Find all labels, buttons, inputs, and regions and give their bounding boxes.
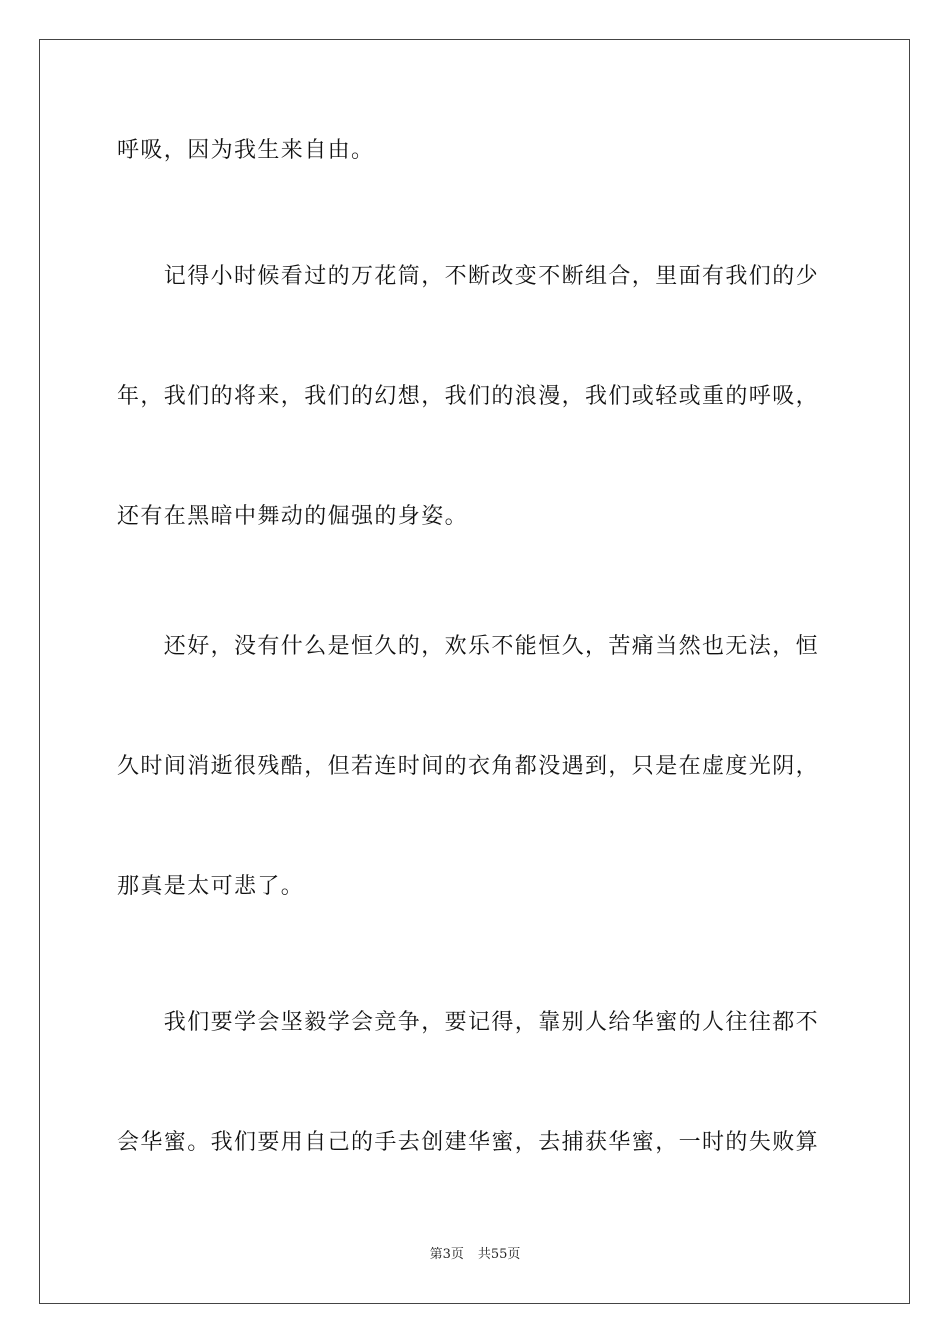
text-line: 我们要学会坚毅学会竞争，要记得，靠别人给华蜜的人往往都不	[117, 1010, 820, 1035]
text-line: 久时间消逝很残酷，但若连时间的衣角都没遇到，只是在虚度光阴，	[117, 754, 820, 779]
text-line: 记得小时候看过的万花筒，不断改变不断组合，里面有我们的少	[117, 264, 820, 289]
page-footer	[0, 1246, 950, 1264]
page-total: 共55页	[477, 1247, 521, 1262]
text-line: 还好，没有什么是恒久的，欢乐不能恒久，苦痛当然也无法，恒	[117, 634, 820, 659]
text-line: 呼吸，因为我生来自由。	[117, 138, 375, 163]
text-line: 会华蜜。我们要用自己的手去创建华蜜，去捕获华蜜，一时的失败算	[117, 1130, 820, 1155]
text-line: 年，我们的将来，我们的幻想，我们的浪漫，我们或轻或重的呼吸，	[117, 384, 820, 409]
text-line: 还有在黑暗中舞动的倔强的身姿。	[117, 504, 469, 529]
page-number: 第3页	[429, 1247, 464, 1262]
page-border	[39, 39, 910, 1304]
text-line: 那真是太可悲了。	[117, 874, 305, 899]
